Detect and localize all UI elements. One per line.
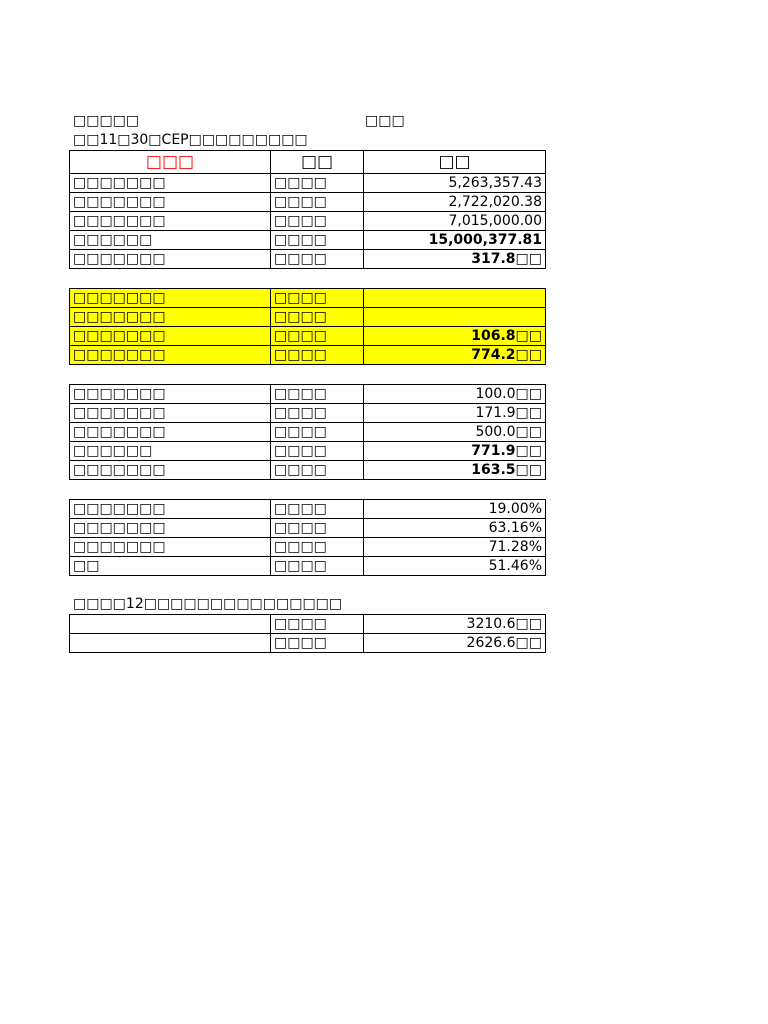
cell-unit[interactable]: □□□□ [271, 327, 364, 346]
table-block-1 [69, 150, 546, 269]
cell-value[interactable]: 106.8□□ [364, 327, 546, 346]
table-row [70, 346, 546, 365]
table-block-5 [69, 614, 546, 653]
cell-value[interactable]: 19.00% [364, 500, 546, 519]
table-row [70, 615, 546, 634]
cell-item[interactable]: □□□□□□ [70, 231, 271, 250]
cell-value[interactable]: 500.0□□ [364, 423, 546, 442]
cell-unit[interactable]: □□□□ [271, 442, 364, 461]
cell-item[interactable]: □□□□□□□ [70, 289, 271, 308]
cell-value[interactable]: 7,015,000.00 [364, 212, 546, 231]
table-row [70, 193, 546, 212]
cell-item[interactable] [70, 615, 271, 634]
cell-item[interactable] [70, 634, 271, 653]
sheet-note: □□□□12□□□□□□□□□□□□□□□ [73, 596, 343, 612]
cell-item[interactable]: □□□□□□□ [70, 519, 271, 538]
table-row [70, 538, 546, 557]
header-cell-item[interactable]: □□□ [70, 151, 271, 174]
table-row [70, 231, 546, 250]
table-row [70, 212, 546, 231]
cell-item[interactable]: □□□□□□□ [70, 346, 271, 365]
cell-value[interactable]: 317.8□□ [364, 250, 546, 269]
table-block-3 [69, 384, 546, 480]
cell-value[interactable]: 71.28% [364, 538, 546, 557]
cell-value[interactable]: 771.9□□ [364, 442, 546, 461]
cell-unit[interactable]: □□□□ [271, 500, 364, 519]
cell-unit[interactable]: □□□□ [271, 404, 364, 423]
cell-item[interactable]: □□□□□□□ [70, 193, 271, 212]
cell-value[interactable]: 2,722,020.38 [364, 193, 546, 212]
table-row [70, 289, 546, 308]
table-row [70, 423, 546, 442]
cell-unit[interactable]: □□□□ [271, 538, 364, 557]
spreadsheet [69, 112, 547, 653]
cell-value[interactable]: 171.9□□ [364, 404, 546, 423]
table-row [70, 385, 546, 404]
cell-item[interactable]: □□□□□□□ [70, 461, 271, 480]
cell-value[interactable]: 51.46% [364, 557, 546, 576]
header-cell-value[interactable]: □□ [364, 151, 546, 174]
table-header-row [70, 151, 546, 174]
cell-unit[interactable]: □□□□ [271, 385, 364, 404]
cell-unit[interactable]: □□□□ [271, 634, 364, 653]
cell-unit[interactable]: □□□□ [271, 346, 364, 365]
table-row [70, 519, 546, 538]
table-row [70, 250, 546, 269]
cell-unit[interactable]: □□□□ [271, 615, 364, 634]
cell-value[interactable]: 2626.6□□ [364, 634, 546, 653]
cell-value[interactable]: 15,000,377.81 [364, 231, 546, 250]
table-block-4 [69, 499, 546, 576]
cell-item[interactable]: □□ [70, 557, 271, 576]
table-row [70, 442, 546, 461]
sheet-header [69, 112, 547, 131]
cell-unit[interactable]: □□□□ [271, 174, 364, 193]
table-row [70, 557, 546, 576]
cell-unit[interactable]: □□□□ [271, 193, 364, 212]
cell-item[interactable]: □□□□□□□ [70, 174, 271, 193]
sheet-subtitle: □□11□30□CEP□□□□□□□□□ [73, 132, 308, 148]
table-row [70, 404, 546, 423]
cell-item[interactable]: □□□□□□□ [70, 423, 271, 442]
cell-value[interactable]: 5,263,357.43 [364, 174, 546, 193]
cell-item[interactable]: □□□□□□ [70, 442, 271, 461]
cell-item[interactable]: □□□□□□□ [70, 404, 271, 423]
cell-item[interactable]: □□□□□□□ [70, 250, 271, 269]
cell-unit[interactable]: □□□□ [271, 519, 364, 538]
cell-item[interactable]: □□□□□□□ [70, 308, 271, 327]
cell-unit[interactable]: □□□□ [271, 231, 364, 250]
cell-item[interactable]: □□□□□□□ [70, 212, 271, 231]
cell-value[interactable] [364, 289, 546, 308]
cell-item[interactable]: □□□□□□□ [70, 327, 271, 346]
header-left-text: □□□□□ [73, 113, 140, 129]
cell-value[interactable]: 63.16% [364, 519, 546, 538]
table-block-2 [69, 288, 546, 365]
cell-value[interactable]: 774.2□□ [364, 346, 546, 365]
cell-unit[interactable]: □□□□ [271, 212, 364, 231]
cell-item[interactable]: □□□□□□□ [70, 538, 271, 557]
table-row [70, 634, 546, 653]
table-row [70, 327, 546, 346]
cell-unit[interactable]: □□□□ [271, 250, 364, 269]
header-right-text: □□□ [365, 113, 405, 129]
cell-item[interactable]: □□□□□□□ [70, 385, 271, 404]
cell-unit[interactable]: □□□□ [271, 557, 364, 576]
cell-value[interactable]: 100.0□□ [364, 385, 546, 404]
cell-unit[interactable]: □□□□ [271, 308, 364, 327]
cell-value[interactable] [364, 308, 546, 327]
header-cell-unit[interactable]: □□ [271, 151, 364, 174]
cell-value[interactable]: 3210.6□□ [364, 615, 546, 634]
cell-item[interactable]: □□□□□□□ [70, 500, 271, 519]
cell-unit[interactable]: □□□□ [271, 423, 364, 442]
table-row [70, 461, 546, 480]
cell-unit[interactable]: □□□□ [271, 461, 364, 480]
cell-value[interactable]: 163.5□□ [364, 461, 546, 480]
table-row [70, 500, 546, 519]
cell-unit[interactable]: □□□□ [271, 289, 364, 308]
table-row [70, 174, 546, 193]
table-row [70, 308, 546, 327]
